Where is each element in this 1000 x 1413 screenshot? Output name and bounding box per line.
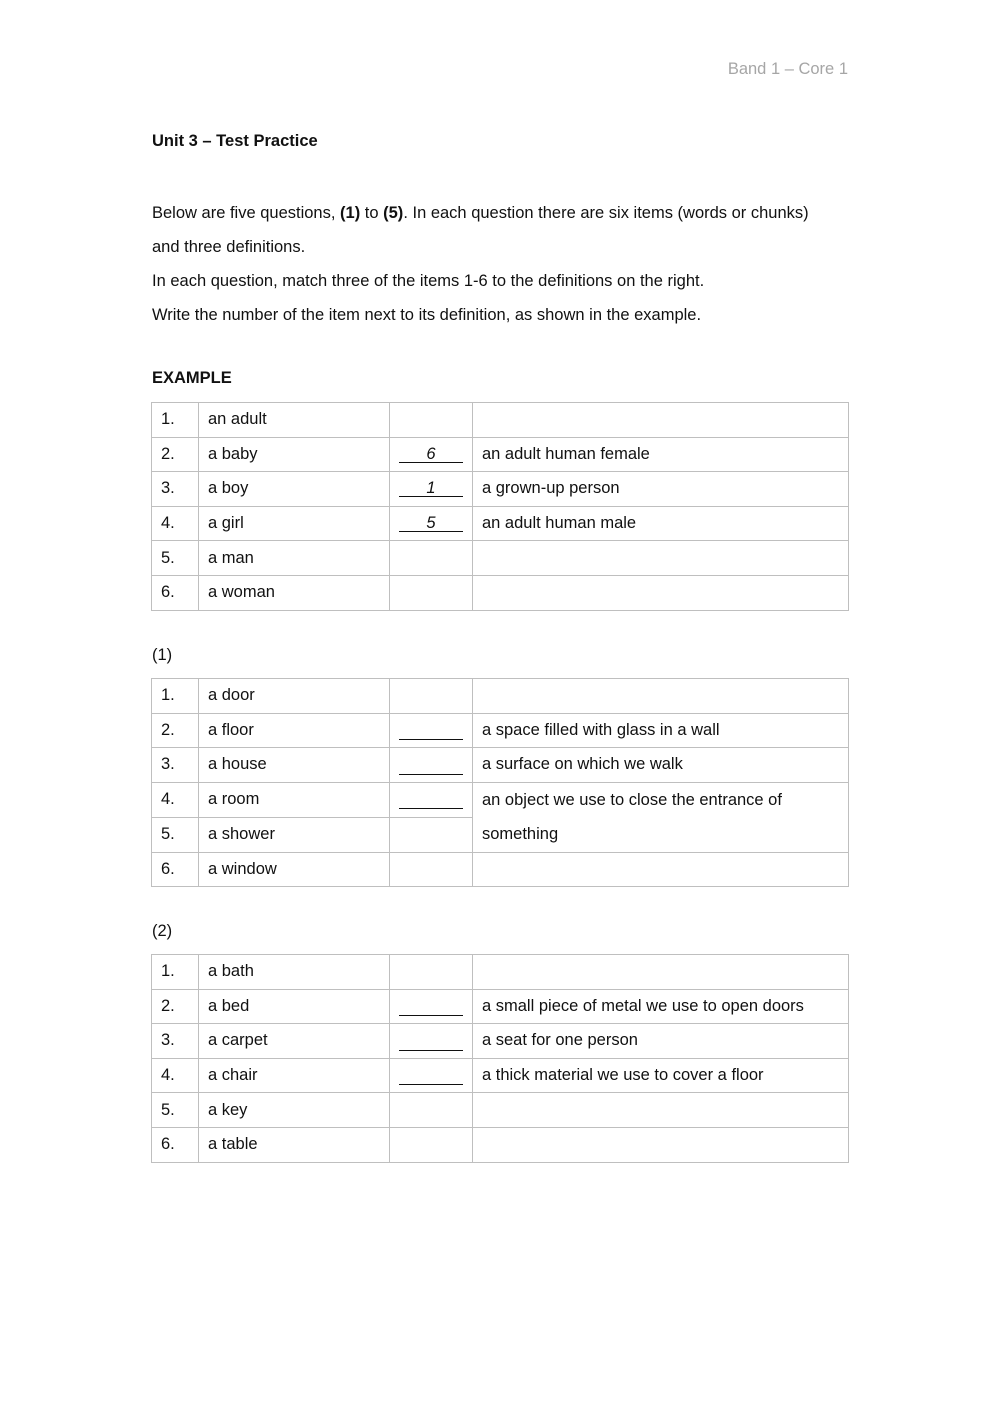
answer-cell — [390, 989, 473, 1024]
item-number: 2. — [152, 989, 199, 1024]
item-number: 5. — [152, 817, 199, 852]
item-text: a window — [199, 852, 390, 887]
answer-filled: 1 — [399, 480, 463, 497]
answer-cell-empty — [390, 541, 473, 576]
page-title: Unit 3 – Test Practice — [152, 132, 318, 150]
item-text: a woman — [199, 575, 390, 610]
table-row — [152, 713, 849, 748]
item-number: 2. — [152, 437, 199, 472]
item-number: 6. — [152, 1127, 199, 1162]
instructions-text: Below are five questions, — [152, 204, 341, 222]
item-number: 1. — [152, 403, 199, 438]
definition-text: a space filled with glass in a wall — [473, 713, 849, 748]
item-text: a bath — [199, 955, 390, 990]
answer-cell — [390, 472, 473, 507]
item-text: a baby — [199, 437, 390, 472]
table-row — [152, 1127, 849, 1162]
item-text: a man — [199, 541, 390, 576]
definition-text: an adult human male — [473, 506, 849, 541]
instructions-text: to — [360, 204, 384, 222]
answer-cell-empty — [390, 852, 473, 887]
answer-blank[interactable] — [399, 1036, 463, 1051]
definition-cell-empty — [473, 575, 849, 610]
item-number: 4. — [152, 782, 199, 817]
answer-cell — [390, 748, 473, 783]
answer-cell — [390, 1058, 473, 1093]
answer-cell-empty — [390, 817, 473, 852]
table-row — [152, 955, 849, 990]
item-text: a house — [199, 748, 390, 783]
instructions-line-4: Write the number of the item next to its definition, as shown in the example. — [152, 306, 702, 324]
table-row — [152, 1058, 849, 1093]
item-number: 1. — [152, 955, 199, 990]
answer-cell — [390, 713, 473, 748]
item-text: a table — [199, 1127, 390, 1162]
answer-cell-empty — [390, 1093, 473, 1128]
page-header: Band 1 – Core 1 — [727, 60, 848, 78]
question-1-label: (1) — [152, 646, 173, 664]
item-text: a key — [199, 1093, 390, 1128]
table-row — [152, 782, 849, 817]
definition-text: a grown-up person — [473, 472, 849, 507]
table-row — [152, 472, 849, 507]
answer-blank[interactable] — [399, 1001, 463, 1016]
answer-cell-empty — [390, 575, 473, 610]
item-number: 5. — [152, 541, 199, 576]
table-row — [152, 1024, 849, 1059]
answer-filled: 6 — [399, 446, 463, 463]
item-number: 3. — [152, 748, 199, 783]
item-number: 6. — [152, 575, 199, 610]
table-row — [152, 1093, 849, 1128]
item-number: 4. — [152, 506, 199, 541]
answer-cell-empty — [390, 955, 473, 990]
definition-cell-empty — [473, 1127, 849, 1162]
definition-text: a small piece of metal we use to open doors — [473, 989, 849, 1024]
item-text: a room — [199, 782, 390, 817]
table-row — [152, 437, 849, 472]
item-number: 3. — [152, 1024, 199, 1059]
answer-blank[interactable] — [399, 794, 463, 809]
definition-cell-empty — [473, 852, 849, 887]
answer-cell-empty — [390, 1127, 473, 1162]
question-1-table — [151, 678, 849, 887]
answer-cell — [390, 782, 473, 817]
item-number: 3. — [152, 472, 199, 507]
table-row — [152, 506, 849, 541]
answer-cell — [390, 1024, 473, 1059]
answer-cell-empty — [390, 403, 473, 438]
definition-cell-empty — [473, 679, 849, 714]
answer-cell-empty — [390, 679, 473, 714]
instructions-text: . In each question there are six items (words or chunks) — [403, 204, 809, 222]
item-number: 6. — [152, 852, 199, 887]
instructions-line-1 — [152, 196, 852, 230]
item-text: a boy — [199, 472, 390, 507]
answer-filled: 5 — [399, 515, 463, 532]
item-number: 2. — [152, 713, 199, 748]
table-row — [152, 748, 849, 783]
instructions-bold: (1) — [340, 204, 361, 222]
item-number: 4. — [152, 1058, 199, 1093]
table-row — [152, 541, 849, 576]
item-number: 5. — [152, 1093, 199, 1128]
question-2-table — [151, 954, 849, 1163]
answer-blank[interactable] — [399, 760, 463, 775]
item-text: a bed — [199, 989, 390, 1024]
definition-cell-empty — [473, 1093, 849, 1128]
instructions — [152, 196, 852, 332]
answer-blank[interactable] — [399, 725, 463, 740]
table-row — [152, 679, 849, 714]
example-table — [151, 402, 849, 611]
item-text: a carpet — [199, 1024, 390, 1059]
table-row — [152, 852, 849, 887]
table-row — [152, 575, 849, 610]
question-2-label: (2) — [152, 922, 173, 940]
instructions-line-3: In each question, match three of the items 1-6 to the definitions on the right. — [152, 272, 705, 290]
answer-cell — [390, 506, 473, 541]
item-number: 1. — [152, 679, 199, 714]
example-label: EXAMPLE — [152, 369, 232, 387]
answer-cell — [390, 437, 473, 472]
table-row — [152, 403, 849, 438]
table-row — [152, 989, 849, 1024]
item-text: a girl — [199, 506, 390, 541]
definition-cell-empty — [473, 955, 849, 990]
definition-cell-empty — [473, 403, 849, 438]
item-text: a floor — [199, 713, 390, 748]
item-text: a shower — [199, 817, 390, 852]
item-text: an adult — [199, 403, 390, 438]
item-text: a chair — [199, 1058, 390, 1093]
definition-text: a seat for one person — [473, 1024, 849, 1059]
instructions-bold: (5) — [383, 204, 404, 222]
definition-cell-empty — [473, 541, 849, 576]
definition-text: an object we use to close the entrance of something — [473, 782, 849, 852]
instructions-line-2: and three definitions. — [152, 238, 306, 256]
definition-text: a surface on which we walk — [473, 748, 849, 783]
definition-text: a thick material we use to cover a floor — [473, 1058, 849, 1093]
item-text: a door — [199, 679, 390, 714]
definition-text: an adult human female — [473, 437, 849, 472]
answer-blank[interactable] — [399, 1070, 463, 1085]
